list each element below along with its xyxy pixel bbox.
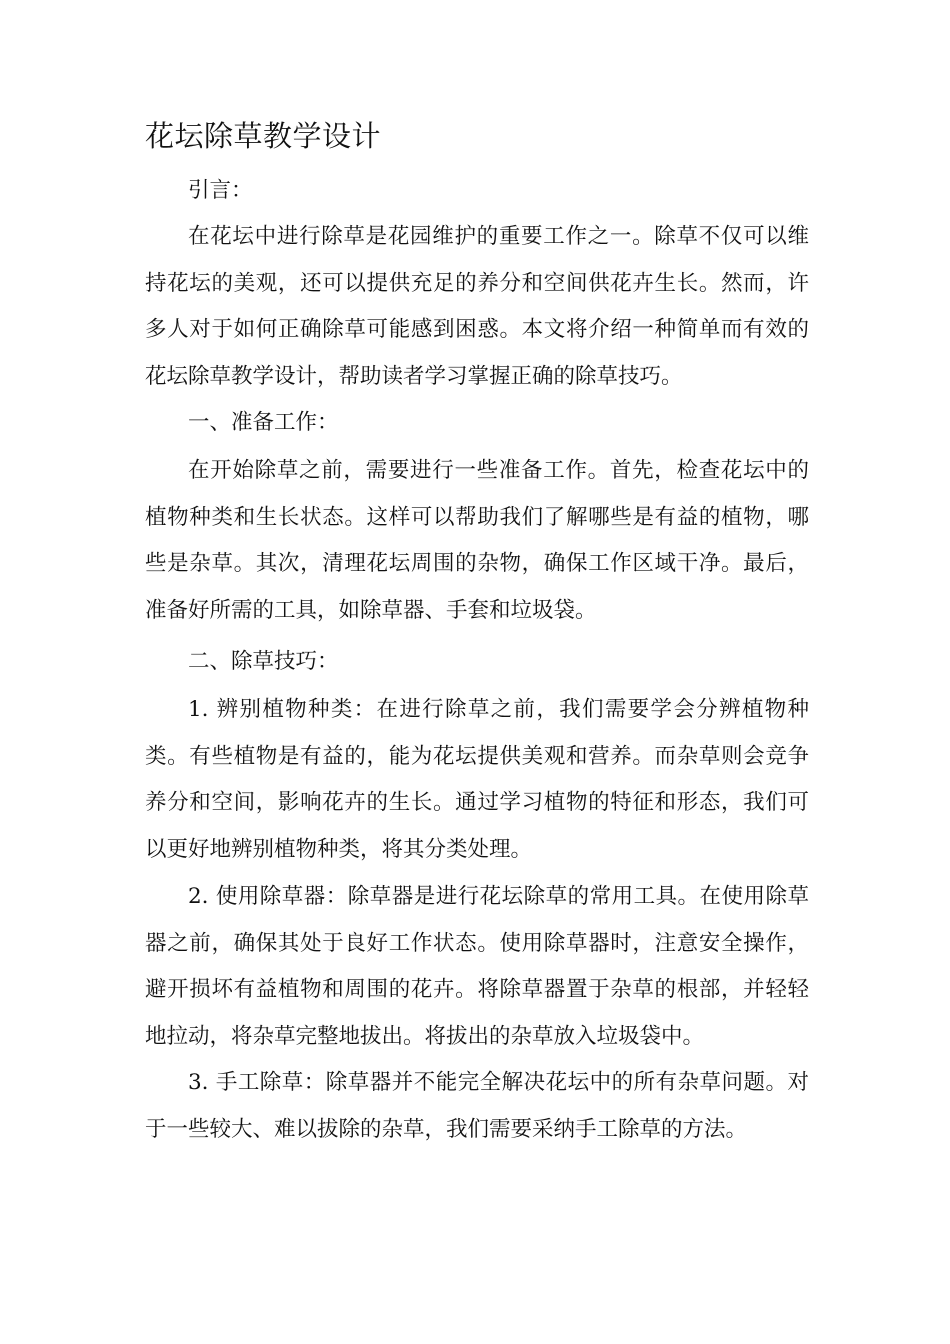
section-heading-weeding-tips: 二、除草技巧： xyxy=(188,649,339,674)
tip-identify-plants-paragraph: 1. 辨别植物种类：在进行除草之前，我们需要学会分辨植物种类。有些植物是有益的，能为花坛提供美观和营养。而杂草则会竞争养分和空间，影响花卉的生长。通过学习植物的特征和形态，我们可以更好地辨别植物种类，将其分类处理。 xyxy=(145,697,809,862)
intro-paragraph: 在花坛中进行除草是花园维护的重要工作之一。除草不仅可以维持花坛的美观，还可以提供充足的养分和空间供花卉生长。然而，许多人对于如何正确除草可能感到困惑。本文将介绍一种简单而有效的花坛除草教学设计，帮助读者学习掌握正确的除草技巧。 xyxy=(145,224,809,389)
tip-hand-weeding-paragraph: 3. 手工除草：除草器并不能完全解决花坛中的所有杂草问题。对于一些较大、难以拔除的杂草，我们需要采纳手工除草的方法。 xyxy=(145,1070,809,1142)
tip-use-weeder-paragraph: 2. 使用除草器：除草器是进行花坛除草的常用工具。在使用除草器之前，确保其处于良好工作状态。使用除草器时，注意安全操作，避开损坏有益植物和周围的花卉。将除草器置于杂草的根部，并轻轻地拉动，将杂草完整地拔出。将拔出的杂草放入垃圾袋中。 xyxy=(145,884,809,1049)
document-title: 花坛除草教学设计 xyxy=(145,119,382,153)
intro-heading: 引言： xyxy=(188,178,253,203)
section-heading-preparation: 一、准备工作： xyxy=(188,410,339,435)
preparation-paragraph: 在开始除草之前，需要进行一些准备工作。首先，检查花坛中的植物种类和生长状态。这样可以帮助我们了解哪些是有益的植物，哪些是杂草。其次，清理花坛周围的杂物，确保工作区域干净。最后，准备好所需的工具，如除草器、手套和垃圾袋。 xyxy=(145,458,809,623)
